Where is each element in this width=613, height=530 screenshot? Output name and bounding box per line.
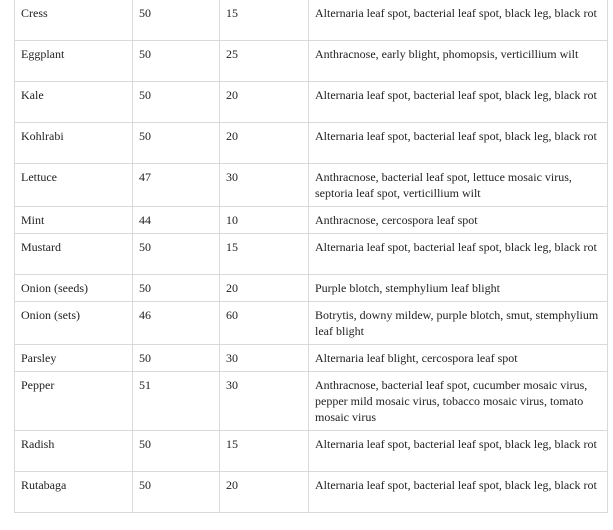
table-row (15, 164, 608, 207)
crop-cell: Kohlrabi (15, 123, 133, 164)
diseases-cell: Purple blotch, stemphylium leaf blight (309, 275, 608, 302)
crop-cell: Mint (15, 207, 133, 234)
diseases-cell: Alternaria leaf spot, bacterial leaf spot, black leg, black rot (309, 234, 608, 275)
diseases-cell: Alternaria leaf spot, bacterial leaf spot, black leg, black rot (309, 123, 608, 164)
table-row (15, 345, 608, 372)
crop-cell: Lettuce (15, 164, 133, 207)
temperature-cell: 44 (133, 207, 220, 234)
temperature-cell: 50 (133, 123, 220, 164)
table-row (15, 275, 608, 302)
diseases-cell: Alternaria leaf spot, bacterial leaf spot, black leg, black rot (309, 0, 608, 41)
humidity-cell: 25 (220, 41, 309, 82)
crop-cell: Cress (15, 0, 133, 41)
diseases-cell: Anthracnose, bacterial leaf spot, cucumber mosaic virus, pepper mild mosaic virus, tobacco mosaic virus, tomato mosaic virus (309, 372, 608, 431)
crop-cell: Radish (15, 431, 133, 472)
table-row (15, 82, 608, 123)
humidity-cell: 15 (220, 431, 309, 472)
temperature-cell: 47 (133, 164, 220, 207)
temperature-cell: 50 (133, 472, 220, 513)
diseases-cell: Anthracnose, cercospora leaf spot (309, 207, 608, 234)
crop-cell: Pepper (15, 372, 133, 431)
temperature-cell: 50 (133, 431, 220, 472)
table-row (15, 472, 608, 513)
temperature-cell: 50 (133, 0, 220, 41)
diseases-cell: Botrytis, downy mildew, purple blotch, smut, stemphylium leaf blight (309, 302, 608, 345)
diseases-cell: Alternaria leaf spot, bacterial leaf spot, black leg, black rot (309, 431, 608, 472)
diseases-cell: Alternaria leaf spot, bacterial leaf spot, black leg, black rot (309, 472, 608, 513)
crop-disease-table (14, 0, 608, 513)
table-row (15, 0, 608, 41)
table-row (15, 234, 608, 275)
humidity-cell: 20 (220, 275, 309, 302)
diseases-cell: Anthracnose, bacterial leaf spot, lettuce mosaic virus, septoria leaf spot, verticillium wilt (309, 164, 608, 207)
temperature-cell: 50 (133, 82, 220, 123)
crop-cell: Kale (15, 82, 133, 123)
diseases-cell: Alternaria leaf blight, cercospora leaf spot (309, 345, 608, 372)
table-row (15, 431, 608, 472)
diseases-cell: Alternaria leaf spot, bacterial leaf spot, black leg, black rot (309, 82, 608, 123)
humidity-cell: 30 (220, 372, 309, 431)
crop-cell: Parsley (15, 345, 133, 372)
diseases-cell: Anthracnose, early blight, phomopsis, verticillium wilt (309, 41, 608, 82)
humidity-cell: 15 (220, 0, 309, 41)
table-row (15, 41, 608, 82)
humidity-cell: 20 (220, 123, 309, 164)
humidity-cell: 20 (220, 472, 309, 513)
humidity-cell: 10 (220, 207, 309, 234)
table-row (15, 207, 608, 234)
temperature-cell: 51 (133, 372, 220, 431)
table-row (15, 123, 608, 164)
crop-cell: Onion (seeds) (15, 275, 133, 302)
temperature-cell: 50 (133, 234, 220, 275)
temperature-cell: 50 (133, 345, 220, 372)
humidity-cell: 60 (220, 302, 309, 345)
crop-cell: Onion (sets) (15, 302, 133, 345)
crop-cell: Eggplant (15, 41, 133, 82)
temperature-cell: 50 (133, 275, 220, 302)
humidity-cell: 30 (220, 164, 309, 207)
table-row (15, 302, 608, 345)
humidity-cell: 15 (220, 234, 309, 275)
humidity-cell: 20 (220, 82, 309, 123)
humidity-cell: 30 (220, 345, 309, 372)
crop-cell: Mustard (15, 234, 133, 275)
temperature-cell: 46 (133, 302, 220, 345)
temperature-cell: 50 (133, 41, 220, 82)
table-row (15, 372, 608, 431)
crop-cell: Rutabaga (15, 472, 133, 513)
